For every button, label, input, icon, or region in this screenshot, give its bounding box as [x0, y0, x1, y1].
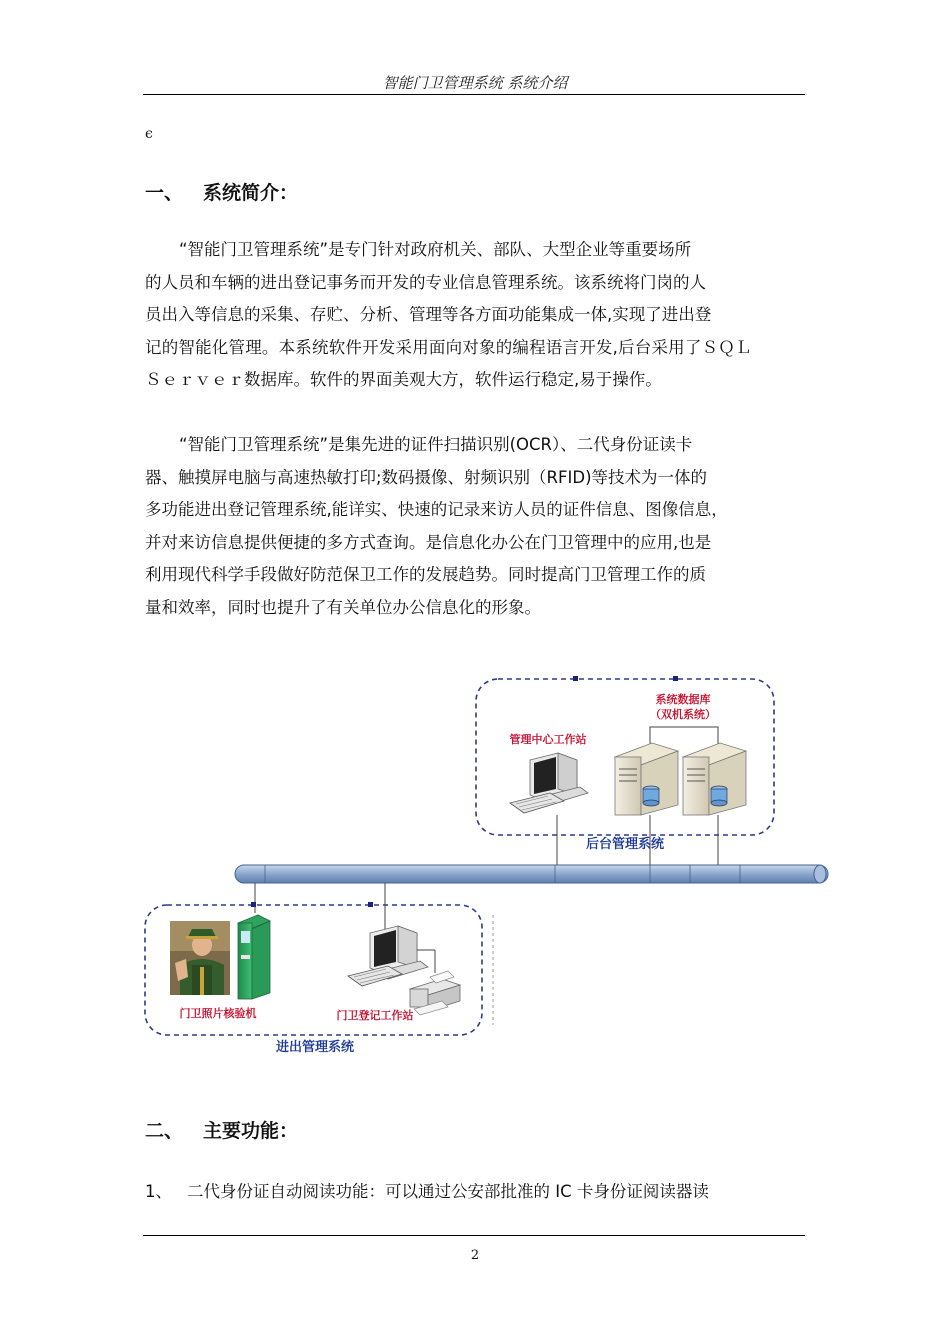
page-number: 2: [470, 1248, 480, 1263]
text-line: 员出入等信息的采集、存贮、分析、管理等各方面功能集成一体,实现了进出登: [145, 305, 712, 324]
section1-paragraph2: [145, 429, 813, 624]
section1-paragraph1: [145, 234, 813, 397]
list-item: [145, 1178, 709, 1202]
computer-icon: [510, 753, 588, 813]
text-line: “智能门卫管理系统”是专门针对政府机关、部队、大型企业等重要场所: [179, 240, 692, 259]
list-item-text: 二代身份证自动阅读功能：可以通过公安部批准的 IC 卡身份证阅读器读: [187, 1182, 709, 1201]
backend-group-label: 后台管理系统: [585, 837, 665, 852]
text-line: Ｓｅｒｖｅｒ数据库。软件的界面美观大方，软件运行稳定,易于操作。: [145, 370, 662, 389]
section2-number: 二、: [145, 1120, 184, 1142]
section1-title: 系统简介：: [203, 182, 299, 204]
group-handle: [368, 902, 373, 907]
text-line: 的人员和车辆的进出登记事务而开发的专业信息管理系统。该系统将门岗的人: [145, 272, 706, 292]
db-bracket: [650, 727, 718, 747]
db-label-2: （双机系统）: [650, 708, 716, 721]
entry-group-label: 进出管理系统: [275, 1040, 355, 1055]
network-bus: [235, 865, 828, 883]
footer-rule: [143, 1235, 805, 1236]
db-label-1: 系统数据库: [655, 693, 711, 706]
database-server-icon: [683, 743, 746, 815]
section1-heading: [145, 178, 298, 205]
header-rule: [143, 94, 805, 95]
guard-photo-image: [170, 921, 230, 995]
text-line: 记的智能化管理。本系统软件开发采用面向对象的编程语言开发,后台采用了ＳＱＬ: [145, 337, 752, 357]
text-line: 多功能进出登记管理系统,能详实、快速的记录来访人员的证件信息、图像信息，: [145, 500, 728, 519]
photo-kiosk-label: 门卫照片核验机: [179, 1007, 257, 1020]
mgmt-station-label: 管理中心工作站: [509, 733, 587, 746]
section2-title: 主要功能：: [203, 1120, 299, 1142]
computer-icon: [348, 926, 428, 986]
printer-icon: [410, 971, 460, 1015]
register-station-label: 门卫登记工作站: [336, 1009, 414, 1022]
kiosk-icon: [238, 915, 270, 999]
group-handle: [673, 676, 678, 681]
network-diagram: [130, 665, 835, 1065]
database-server-icon: [615, 743, 678, 815]
group-handle: [251, 902, 256, 907]
paragraph-mark: ϵ: [145, 126, 153, 142]
group-handle: [573, 676, 578, 681]
text-line: 利用现代科学手段做好防范保卫工作的发展趋势。同时提高门卫管理工作的质: [145, 565, 706, 584]
header-title: 智能门卫管理系统 系统介绍: [382, 74, 568, 92]
section2-heading: [145, 1116, 298, 1143]
list-item-number: 1、: [145, 1182, 172, 1201]
section1-number: 一、: [145, 182, 184, 204]
text-line: “智能门卫管理系统”是集先进的证件扫描识别(OCR）、二代身份证读卡: [179, 435, 693, 454]
text-line: 器、触摸屏电脑与高速热敏打印;数码摄像、射频识别（RFID)等技术为一体的: [145, 467, 708, 487]
text-line: 并对来访信息提供便捷的多方式查询。是信息化办公在门卫管理中的应用,也是: [145, 532, 712, 552]
text-line: 量和效率，同时也提升了有关单位办公信息化的形象。: [145, 597, 541, 617]
